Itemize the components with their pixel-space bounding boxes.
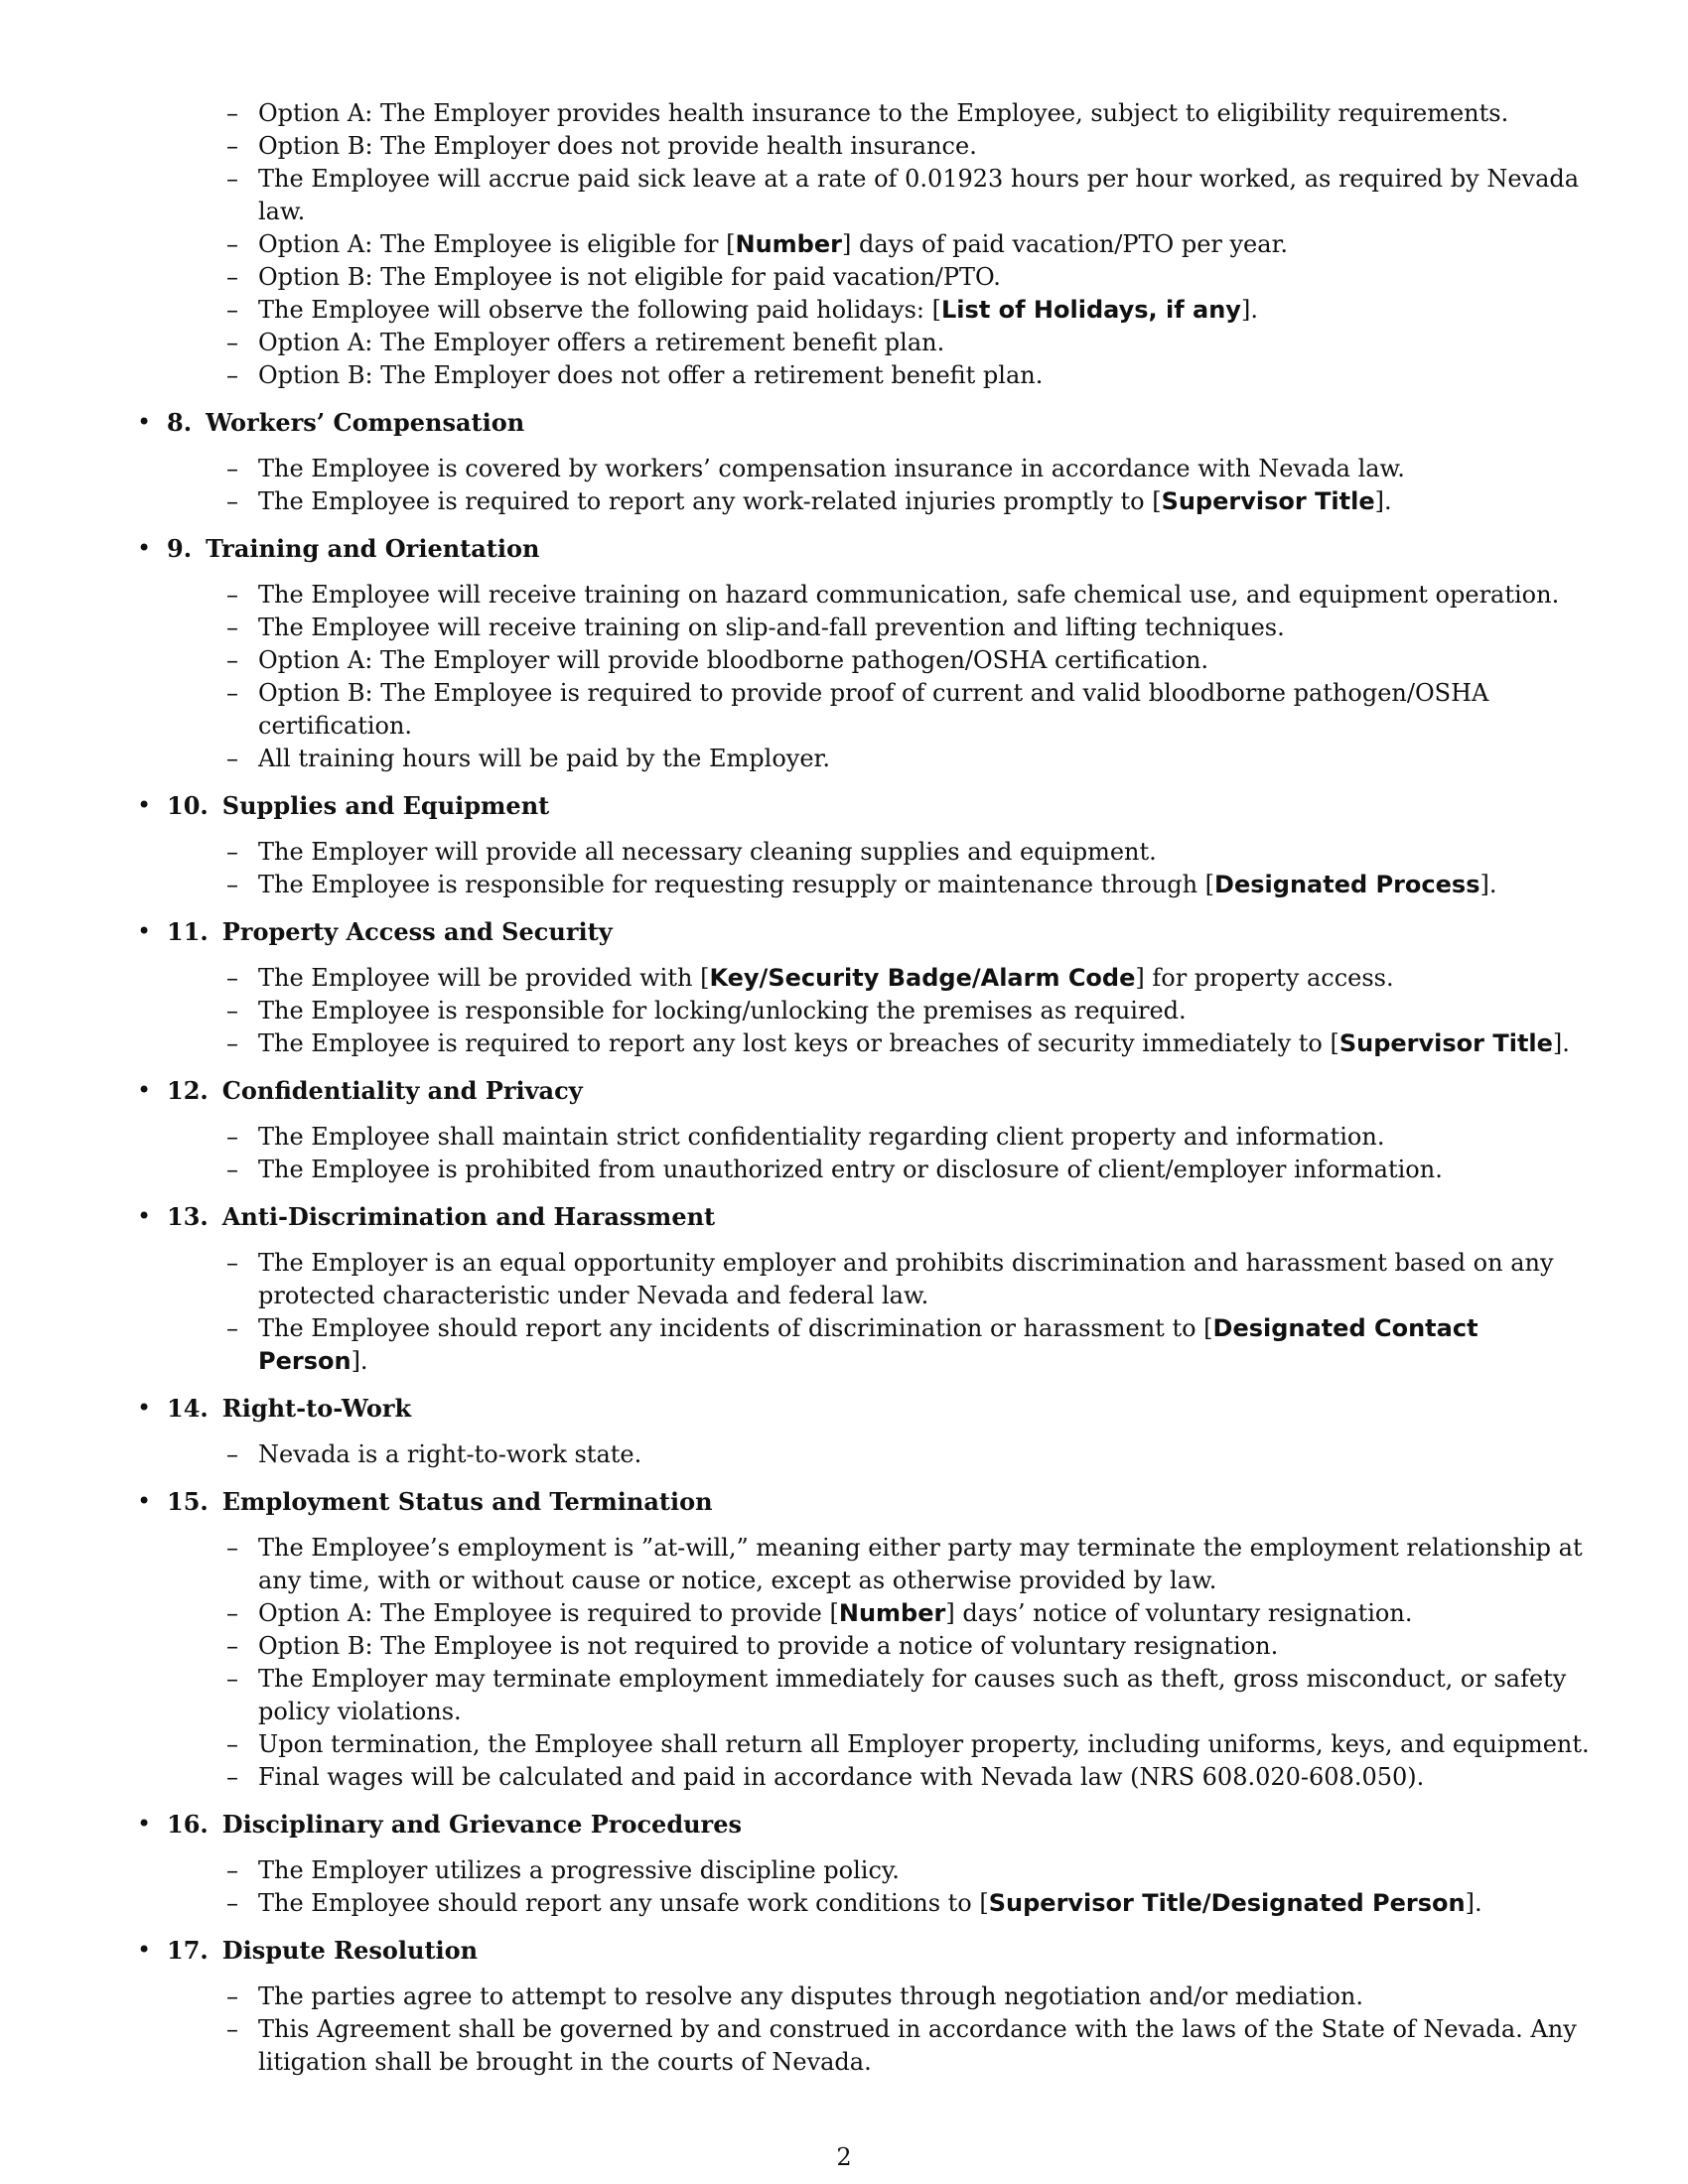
item-text: The Employee should report any incidents of discrimination or harassment to [ (258, 1314, 1213, 1342)
section-number: 9. (167, 534, 193, 563)
section-title: Training and Orientation (206, 534, 540, 563)
section (131, 1392, 1591, 1471)
list-item: – Option A: The Employer provides health insurance to the Employee, subject to eligibility requirements. (226, 97, 1591, 130)
section (131, 1808, 1591, 1920)
section-title: Workers’ Compensation (206, 408, 525, 437)
section-heading (131, 1200, 1591, 1233)
section-heading (131, 915, 1591, 948)
placeholder-field: List of Holidays, if any (941, 296, 1241, 324)
section (131, 1934, 1591, 2079)
item-text: ]. (1465, 1889, 1482, 1917)
list-item (226, 485, 1591, 518)
list-item: – Option B: The Employee is not eligible for paid vacation/PTO. (226, 261, 1591, 294)
section-items (131, 962, 1591, 1060)
section-number: 17. (167, 1936, 209, 1965)
list-item: – The Employee’s employment is ”at-will,” meaning either party may terminate the employment relationship at any time, with or without cause or notice, except as otherwise provided by law. (226, 1532, 1591, 1597)
section-title: Property Access and Security (221, 917, 613, 946)
section-items (131, 579, 1591, 775)
section-heading (131, 1074, 1591, 1107)
list-item (226, 962, 1591, 995)
section-title: Right-to-Work (221, 1394, 412, 1423)
section-number: 10. (167, 791, 209, 820)
list-item: – The Employee is covered by workers’ compensation insurance in accordance with Nevada law. (226, 453, 1591, 485)
list-item: – The Employer may terminate employment immediately for causes such as theft, gross misconduct, or safety policy violations. (226, 1663, 1591, 1728)
list-item: – The Employer utilizes a progressive discipline policy. (226, 1854, 1591, 1887)
section (131, 789, 1591, 901)
list-item: – The Employee will receive training on hazard communication, safe chemical use, and equipment operation. (226, 579, 1591, 612)
list-item (226, 1312, 1591, 1378)
list-item: – Option A: The Employer offers a retirement benefit plan. (226, 327, 1591, 359)
placeholder-field: Designated Contact Person (258, 1314, 1478, 1375)
section-heading (131, 1485, 1591, 1518)
list-item: – Upon termination, the Employee shall return all Employer property, including uniforms, keys, and equipment. (226, 1728, 1591, 1761)
item-text: The Employee is required to report any lost keys or breaches of security immediately to [ (258, 1029, 1339, 1057)
section-heading (131, 532, 1591, 565)
section-heading (131, 789, 1591, 822)
section-number: 16. (167, 1810, 209, 1839)
list-item (226, 294, 1591, 327)
section-items (131, 1438, 1591, 1471)
section-items (131, 1532, 1591, 1794)
section-heading (131, 1808, 1591, 1841)
section-items (131, 1980, 1591, 2079)
section (131, 915, 1591, 1060)
section-number: 13. (167, 1202, 209, 1231)
list-item: – The Employee will receive training on slip-and-fall prevention and lifting techniques. (226, 612, 1591, 644)
section-list (131, 406, 1591, 2079)
section-title: Anti-Discrimination and Harassment (221, 1202, 716, 1231)
item-text: The Employee will observe the following paid holidays: [ (258, 296, 942, 324)
item-text: The Employee will be provided with [ (258, 964, 710, 992)
section (131, 406, 1591, 518)
list-item: – The Employee will accrue paid sick leave at a rate of 0.01923 hours per hour worked, as required by Nevada law. (226, 163, 1591, 228)
section-number: 8. (167, 408, 193, 437)
item-text: ]. (1374, 487, 1392, 515)
section-heading (131, 1934, 1591, 1967)
section-heading (131, 406, 1591, 439)
list-item: – The Employee shall maintain strict confidentiality regarding client property and information. (226, 1121, 1591, 1154)
item-text: ] for property access. (1135, 964, 1394, 992)
list-item (226, 1597, 1591, 1630)
section-number: 11. (167, 917, 209, 946)
placeholder-field: Supervisor Title (1338, 1029, 1553, 1057)
section (131, 1074, 1591, 1186)
section-items (131, 836, 1591, 901)
list-item: – All training hours will be paid by the Employer. (226, 743, 1591, 775)
list-item (226, 1027, 1591, 1060)
item-text: ] days of paid vacation/PTO per year. (841, 230, 1289, 258)
placeholder-field: Number (735, 230, 842, 258)
section-items (131, 1247, 1591, 1378)
list-item: – The parties agree to attempt to resolve any disputes through negotiation and/or mediation. (226, 1980, 1591, 2013)
item-text: The Employee is required to report any work-related injuries promptly to [ (258, 487, 1162, 515)
item-text: The Employee should report any unsafe work conditions to [ (258, 1889, 989, 1917)
list-item (226, 228, 1591, 261)
item-text: Option A: The Employee is required to provide [ (258, 1599, 839, 1627)
placeholder-field: Supervisor Title (1161, 487, 1375, 515)
section-title: Confidentiality and Privacy (221, 1076, 583, 1105)
section (131, 532, 1591, 775)
placeholder-field: Key/Security Badge/Alarm Code (709, 964, 1136, 992)
list-item: – Option B: The Employer does not offer a retirement benefit plan. (226, 359, 1591, 392)
section-title: Disciplinary and Grievance Procedures (221, 1810, 742, 1839)
list-item: – Option A: The Employer will provide bloodborne pathogen/OSHA certification. (226, 644, 1591, 677)
list-item: – Option B: The Employee is not required to provide a notice of voluntary resignation. (226, 1630, 1591, 1663)
section-title: Employment Status and Termination (221, 1487, 713, 1516)
item-text: ]. (1552, 1029, 1570, 1057)
section-title: Dispute Resolution (221, 1936, 479, 1965)
benefits-continued-list (131, 97, 1591, 392)
section-items (131, 453, 1591, 518)
item-text: ]. (1240, 296, 1258, 324)
list-item: – The Employer will provide all necessary cleaning supplies and equipment. (226, 836, 1591, 869)
page-number: 2 (836, 2143, 852, 2171)
section-heading (131, 1392, 1591, 1425)
list-item: – This Agreement shall be governed by and construed in accordance with the laws of the State of Nevada. Any litigation shall be brought in the courts of Nevada. (226, 2013, 1591, 2079)
section-items (131, 1121, 1591, 1186)
document-body (131, 97, 1591, 2079)
item-text: ] days’ notice of voluntary resignation. (945, 1599, 1413, 1627)
list-item: – The Employer is an equal opportunity employer and prohibits discrimination and harassment based on any protected characteristic under Nevada and federal law. (226, 1247, 1591, 1312)
list-item: – The Employee is responsible for locking/unlocking the premises as required. (226, 995, 1591, 1027)
item-text: ]. (351, 1347, 368, 1375)
placeholder-field: Supervisor Title/Designated Person (988, 1889, 1466, 1917)
list-item: – Nevada is a right-to-work state. (226, 1438, 1591, 1471)
section-number: 12. (167, 1076, 209, 1105)
list-item (226, 1887, 1591, 1920)
list-item: – The Employee is prohibited from unauthorized entry or disclosure of client/employer information. (226, 1154, 1591, 1186)
item-text: ]. (1479, 871, 1497, 898)
section-number: 15. (167, 1487, 209, 1516)
list-item: – Option B: The Employee is required to provide proof of current and valid bloodborne pathogen/OSHA certification. (226, 677, 1591, 743)
item-text: The Employee is responsible for requesting resupply or maintenance through [ (258, 871, 1215, 898)
item-text: Option A: The Employee is eligible for [ (258, 230, 736, 258)
placeholder-field: Designated Process (1214, 871, 1480, 898)
list-item (226, 869, 1591, 901)
placeholder-field: Number (838, 1599, 946, 1627)
section-title: Supplies and Equipment (221, 791, 550, 820)
section (131, 1485, 1591, 1794)
list-item: – Final wages will be calculated and paid in accordance with Nevada law (NRS 608.020-608.050). (226, 1761, 1591, 1794)
list-item: – Option B: The Employer does not provide health insurance. (226, 130, 1591, 163)
section-items (131, 1854, 1591, 1920)
section (131, 1200, 1591, 1378)
section-number: 14. (167, 1394, 209, 1423)
